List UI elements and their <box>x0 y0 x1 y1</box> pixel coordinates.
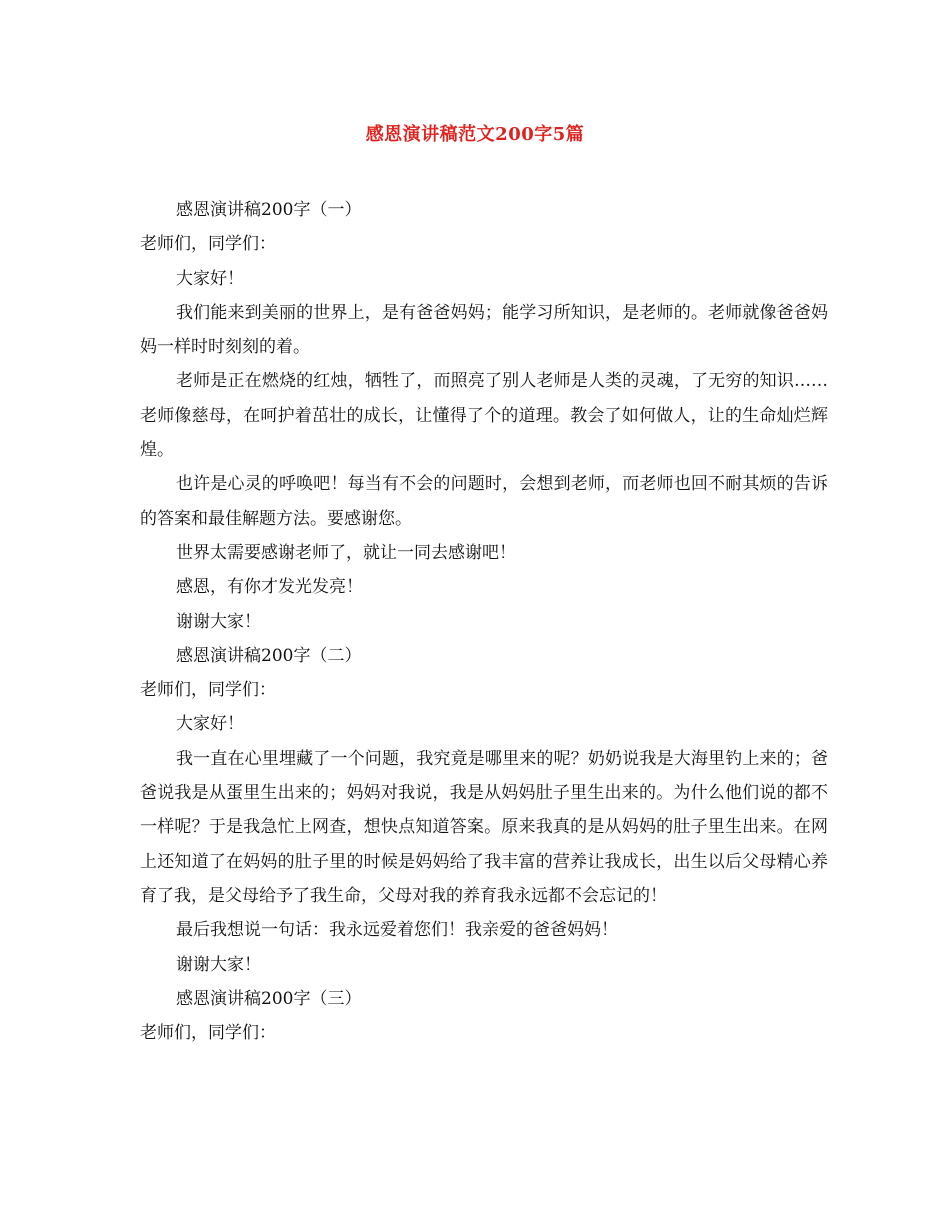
paragraph: 老师们，同学们： <box>140 680 276 701</box>
paragraph: 世界太需要感谢老师了，就让一同去感谢吧！ <box>176 542 516 563</box>
paragraph: 大家好！ <box>176 268 244 289</box>
paragraph: 谢谢大家！ <box>176 611 261 632</box>
paragraph: 谢谢大家！ <box>176 954 261 975</box>
paragraph: 感恩演讲稿200字（一） <box>176 200 362 220</box>
document-body <box>140 193 828 1050</box>
paragraph: 感恩演讲稿200字（三） <box>176 988 362 1009</box>
paragraph: 感恩，有你才发光发亮！ <box>176 577 363 598</box>
paragraph: 大家好！ <box>176 714 244 735</box>
paragraph: 老师是正在燃烧的红烛，牺牲了，而照亮了别人老师是人类的灵魂，了无穷的知识……老师像慈母，在呵护着茁壮的成长，让懂得了个的道理。教会了如何做人，让的生命灿烂辉煌。 <box>140 371 828 461</box>
paragraph: 最后我想说一句话：我永远爱着您们！我亲爱的爸爸妈妈！ <box>176 920 618 941</box>
document-title: 感恩演讲稿范文200字5篇 <box>365 124 585 145</box>
paragraph: 感恩演讲稿200字（二） <box>176 645 362 666</box>
paragraph: 老师们，同学们： <box>140 234 276 255</box>
paragraph: 我们能来到美丽的世界上，是有爸爸妈妈；能学习所知识，是老师的。老师就像爸爸妈妈一样时时刻刻的着。 <box>140 302 828 358</box>
paragraph: 我一直在心里埋藏了一个问题，我究竟是哪里来的呢？奶奶说我是大海里钓上来的；爸爸说我是从蛋里生出来的；妈妈对我说，我是从妈妈肚子里生出来的。为什么他们说的都不一样呢？于是我急忙上网查，想快点知道答案。原来我真的是从妈妈的肚子里生出来。在网上还知道了在妈妈的肚子里的时候是妈妈给了我丰富的营养让我成长，出生以后父母精心养育了我，是父母给予了我生命，父母对我的养育我永远都不会忘记的！ <box>140 748 828 906</box>
paragraph: 老师们，同学们： <box>140 1023 276 1044</box>
paragraph: 也许是心灵的呼唤吧！每当有不会的问题时，会想到老师，而老师也回不耐其烦的告诉的答案和最佳解题方法。要感谢您。 <box>140 474 828 529</box>
